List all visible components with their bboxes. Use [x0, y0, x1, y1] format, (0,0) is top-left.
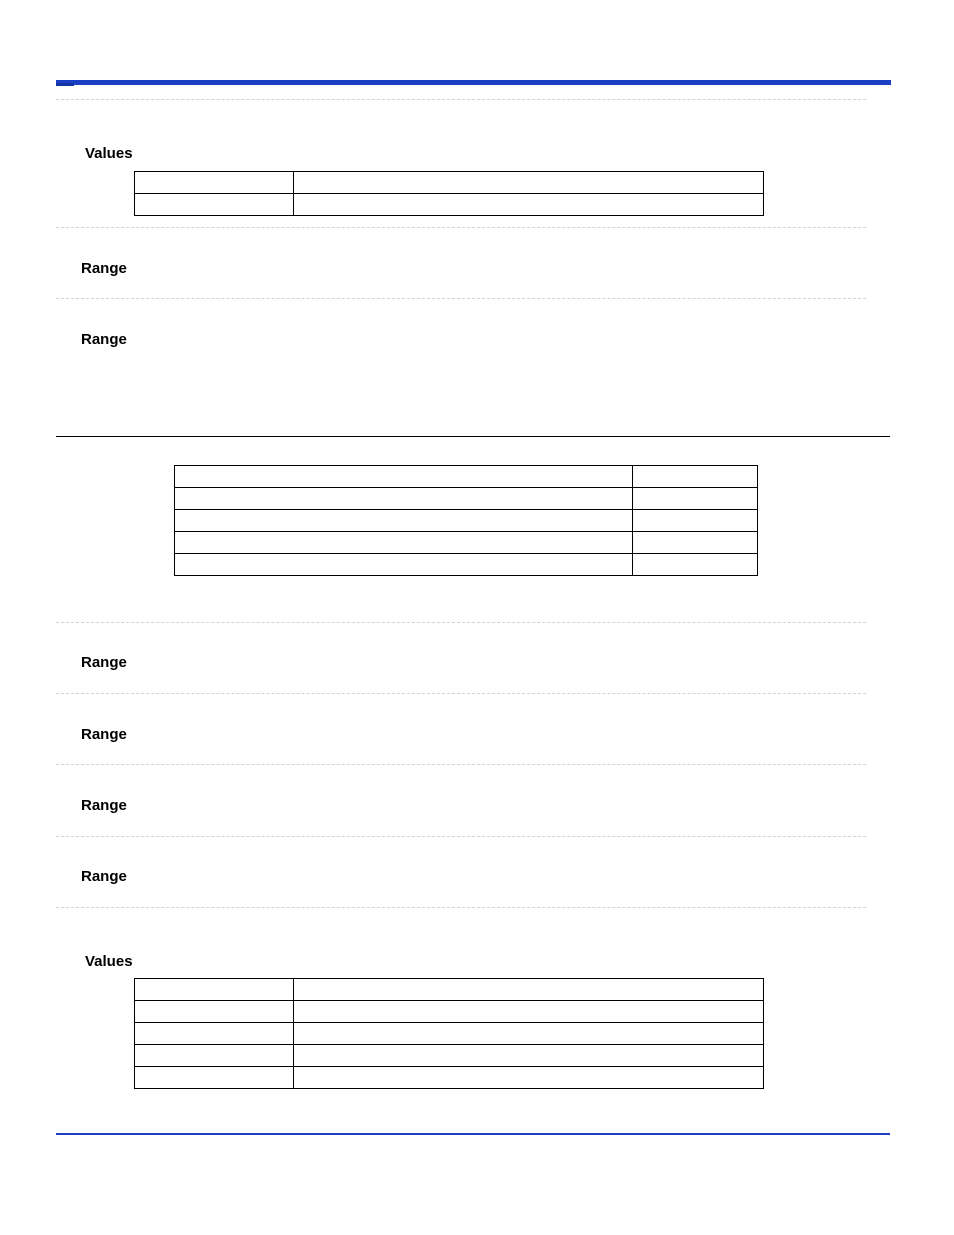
range-heading: Range — [81, 726, 127, 743]
table-cell — [294, 1023, 764, 1045]
table-row — [175, 532, 758, 554]
table-cell — [175, 466, 633, 488]
table-cell — [175, 532, 633, 554]
table-cell — [294, 194, 764, 216]
table-cell — [175, 510, 633, 532]
values-heading: Values — [85, 953, 133, 970]
table-row — [175, 554, 758, 576]
table-cell — [633, 510, 758, 532]
table-row — [175, 466, 758, 488]
table-row — [175, 510, 758, 532]
section-divider — [56, 227, 866, 228]
section-divider — [56, 298, 866, 299]
section-divider — [56, 764, 866, 765]
header-rule-accent — [56, 83, 74, 86]
range-heading: Range — [81, 654, 127, 671]
table-cell — [175, 554, 633, 576]
table-cell — [294, 1001, 764, 1023]
range-heading: Range — [81, 260, 127, 277]
table-cell — [175, 488, 633, 510]
table-cell — [294, 172, 764, 194]
range-heading: Range — [81, 797, 127, 814]
header-rule — [56, 80, 891, 85]
values-heading: Values — [85, 145, 133, 162]
table-cell — [633, 488, 758, 510]
range-heading: Range — [81, 868, 127, 885]
section-divider — [56, 907, 866, 908]
table-cell — [294, 979, 764, 1001]
table-cell — [294, 1045, 764, 1067]
section-separator — [56, 436, 890, 437]
data-table — [174, 465, 758, 576]
table-row — [135, 1067, 764, 1089]
table-cell — [294, 1067, 764, 1089]
table-row — [135, 1023, 764, 1045]
table-cell — [135, 1023, 294, 1045]
table-cell — [135, 1045, 294, 1067]
footer-rule — [56, 1133, 890, 1135]
section-divider — [56, 99, 866, 100]
table-row — [135, 172, 764, 194]
table-cell — [633, 532, 758, 554]
table-cell — [633, 466, 758, 488]
table-cell — [135, 172, 294, 194]
table-cell — [135, 1067, 294, 1089]
values-table — [134, 978, 764, 1089]
table-cell — [633, 554, 758, 576]
table-cell — [135, 194, 294, 216]
table-row — [135, 194, 764, 216]
table-row — [135, 1045, 764, 1067]
table-row — [175, 488, 758, 510]
table-row — [135, 1001, 764, 1023]
table-cell — [135, 979, 294, 1001]
values-table — [134, 171, 764, 216]
section-divider — [56, 836, 866, 837]
table-row — [135, 979, 764, 1001]
table-cell — [135, 1001, 294, 1023]
section-divider — [56, 622, 866, 623]
range-heading: Range — [81, 331, 127, 348]
section-divider — [56, 693, 866, 694]
